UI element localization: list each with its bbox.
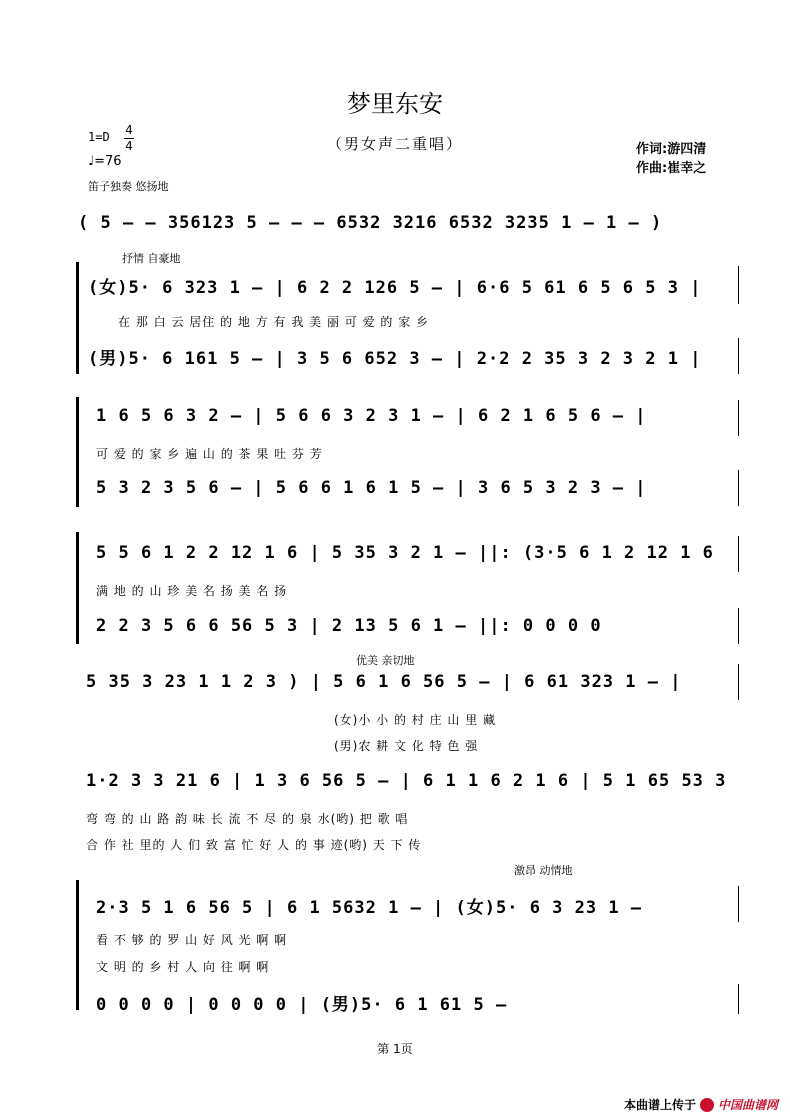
page-number: 第 1页 — [377, 1042, 413, 1056]
system5-lyric-male: 合 作 社 里的 人 们 致 富 忙 好 人 的 事 迹(哟) 天 下 传 — [86, 838, 422, 852]
system6-lower: 0 0 0 0 | 0 0 0 0 | (男)5· 6 1 61 5 – — [96, 995, 508, 1015]
system3-upper: 5 5 6 1 2 2 12 1 6 | 5 35 3 2 1 – ||: (3·5 6 1 2 12 1 6 — [96, 543, 714, 563]
barline — [738, 338, 739, 374]
composer-credit: 作曲:崔幸之 — [636, 161, 707, 176]
system5-lyric-female: 弯 弯 的 山 路 韵 味 长 流 不 尽 的 泉 水(哟) 把 歌 唱 — [86, 812, 409, 826]
intro-line: ( 5 – – 356123 5 – – – 6532 3216 6532 3235 1 – 1 – ) — [78, 213, 663, 233]
time-signature — [124, 124, 134, 153]
intro-expression: 笛子独奏 悠扬地 — [88, 180, 169, 193]
song-title: 梦里东安 — [347, 90, 443, 118]
footer-credit — [624, 1096, 778, 1113]
barline — [738, 984, 739, 1014]
tempo-value: =76 — [94, 154, 122, 169]
tempo-mark — [88, 154, 122, 169]
barline — [738, 266, 739, 304]
system4-expression: 优美 亲切地 — [356, 654, 415, 667]
system6-lyric-male: 文 明 的 乡 村 人 向 往 啊 啊 — [96, 960, 270, 974]
meter-bottom: 4 — [125, 139, 133, 153]
site-name[interactable]: 中国曲谱网 — [717, 1098, 778, 1112]
system5-upper: 1·2 3 3 21 6 | 1 3 6 56 5 – | 6 1 1 6 2 1 6 | 5 1 65 53 3 — [86, 771, 727, 791]
system1-upper: (女)5· 6 323 1 – | 6 2 2 126 5 – | 6·6 5 61 6 5 6 5 3 | — [88, 278, 702, 298]
system3-lyric: 满 地 的 山 珍 美 名 扬 美 名 扬 — [96, 584, 288, 598]
system1-expression: 抒情 自豪地 — [122, 252, 181, 265]
system2-lower: 5 3 2 3 5 6 – | 5 6 6 1 6 1 5 – | 3 6 5 3 2 3 – | — [96, 478, 647, 498]
system2-upper: 1 6 5 6 3 2 – | 5 6 6 3 2 3 1 – | 6 2 1 6 5 6 – | — [96, 406, 647, 426]
barline — [738, 536, 739, 572]
system1-lower: (男)5· 6 161 5 – | 3 5 6 652 3 – | 2·2 2 35 3 2 3 2 1 | — [88, 349, 702, 369]
system6-expression: 激昂 动情地 — [514, 864, 573, 877]
barline — [738, 400, 739, 436]
system4-upper: 5 35 3 23 1 1 2 3 ) | 5 6 1 6 56 5 – | 6 61 323 1 – | — [86, 672, 682, 692]
system1-lyric: 在 那 白 云 居住 的 地 方 有 我 美 丽 可 爱 的 家 乡 — [118, 315, 430, 329]
system1-brace — [76, 262, 79, 374]
barline — [738, 886, 739, 922]
system4-lyric-female: (女)小 小 的 村 庄 山 里 藏 — [334, 713, 497, 727]
system6-lyric-female: 看 不 够 的 罗 山 好 风 光 啊 啊 — [96, 933, 288, 947]
system2-lyric: 可 爱 的 家 乡 遍 山 的 茶 果 吐 芬 芳 — [96, 447, 323, 461]
system2-brace — [76, 397, 79, 507]
song-subtitle: （男女声二重唱） — [326, 135, 463, 153]
system4-lyric-male: (男)农 耕 文 化 特 色 强 — [334, 739, 479, 753]
quarter-note-icon: ♩ — [88, 154, 95, 169]
lyricist-credit: 作词:游四清 — [636, 142, 707, 157]
barline — [738, 664, 739, 700]
barline — [738, 608, 739, 644]
site-logo-icon — [700, 1098, 714, 1112]
system6-upper: 2·3 5 1 6 56 5 | 6 1 5632 1 – | (女)5· 6 3 23 1 – — [96, 898, 643, 918]
system3-brace — [76, 532, 79, 644]
meter-top: 4 — [125, 123, 133, 137]
uploader-text: 本曲谱上传于 — [623, 1098, 696, 1112]
barline — [738, 470, 739, 506]
key-signature: 1=D — [88, 130, 110, 144]
system3-lower: 2 2 3 5 6 6 56 5 3 | 2 13 5 6 1 – ||: 0 0 0 0 — [96, 616, 602, 636]
system6-brace — [76, 880, 79, 1010]
